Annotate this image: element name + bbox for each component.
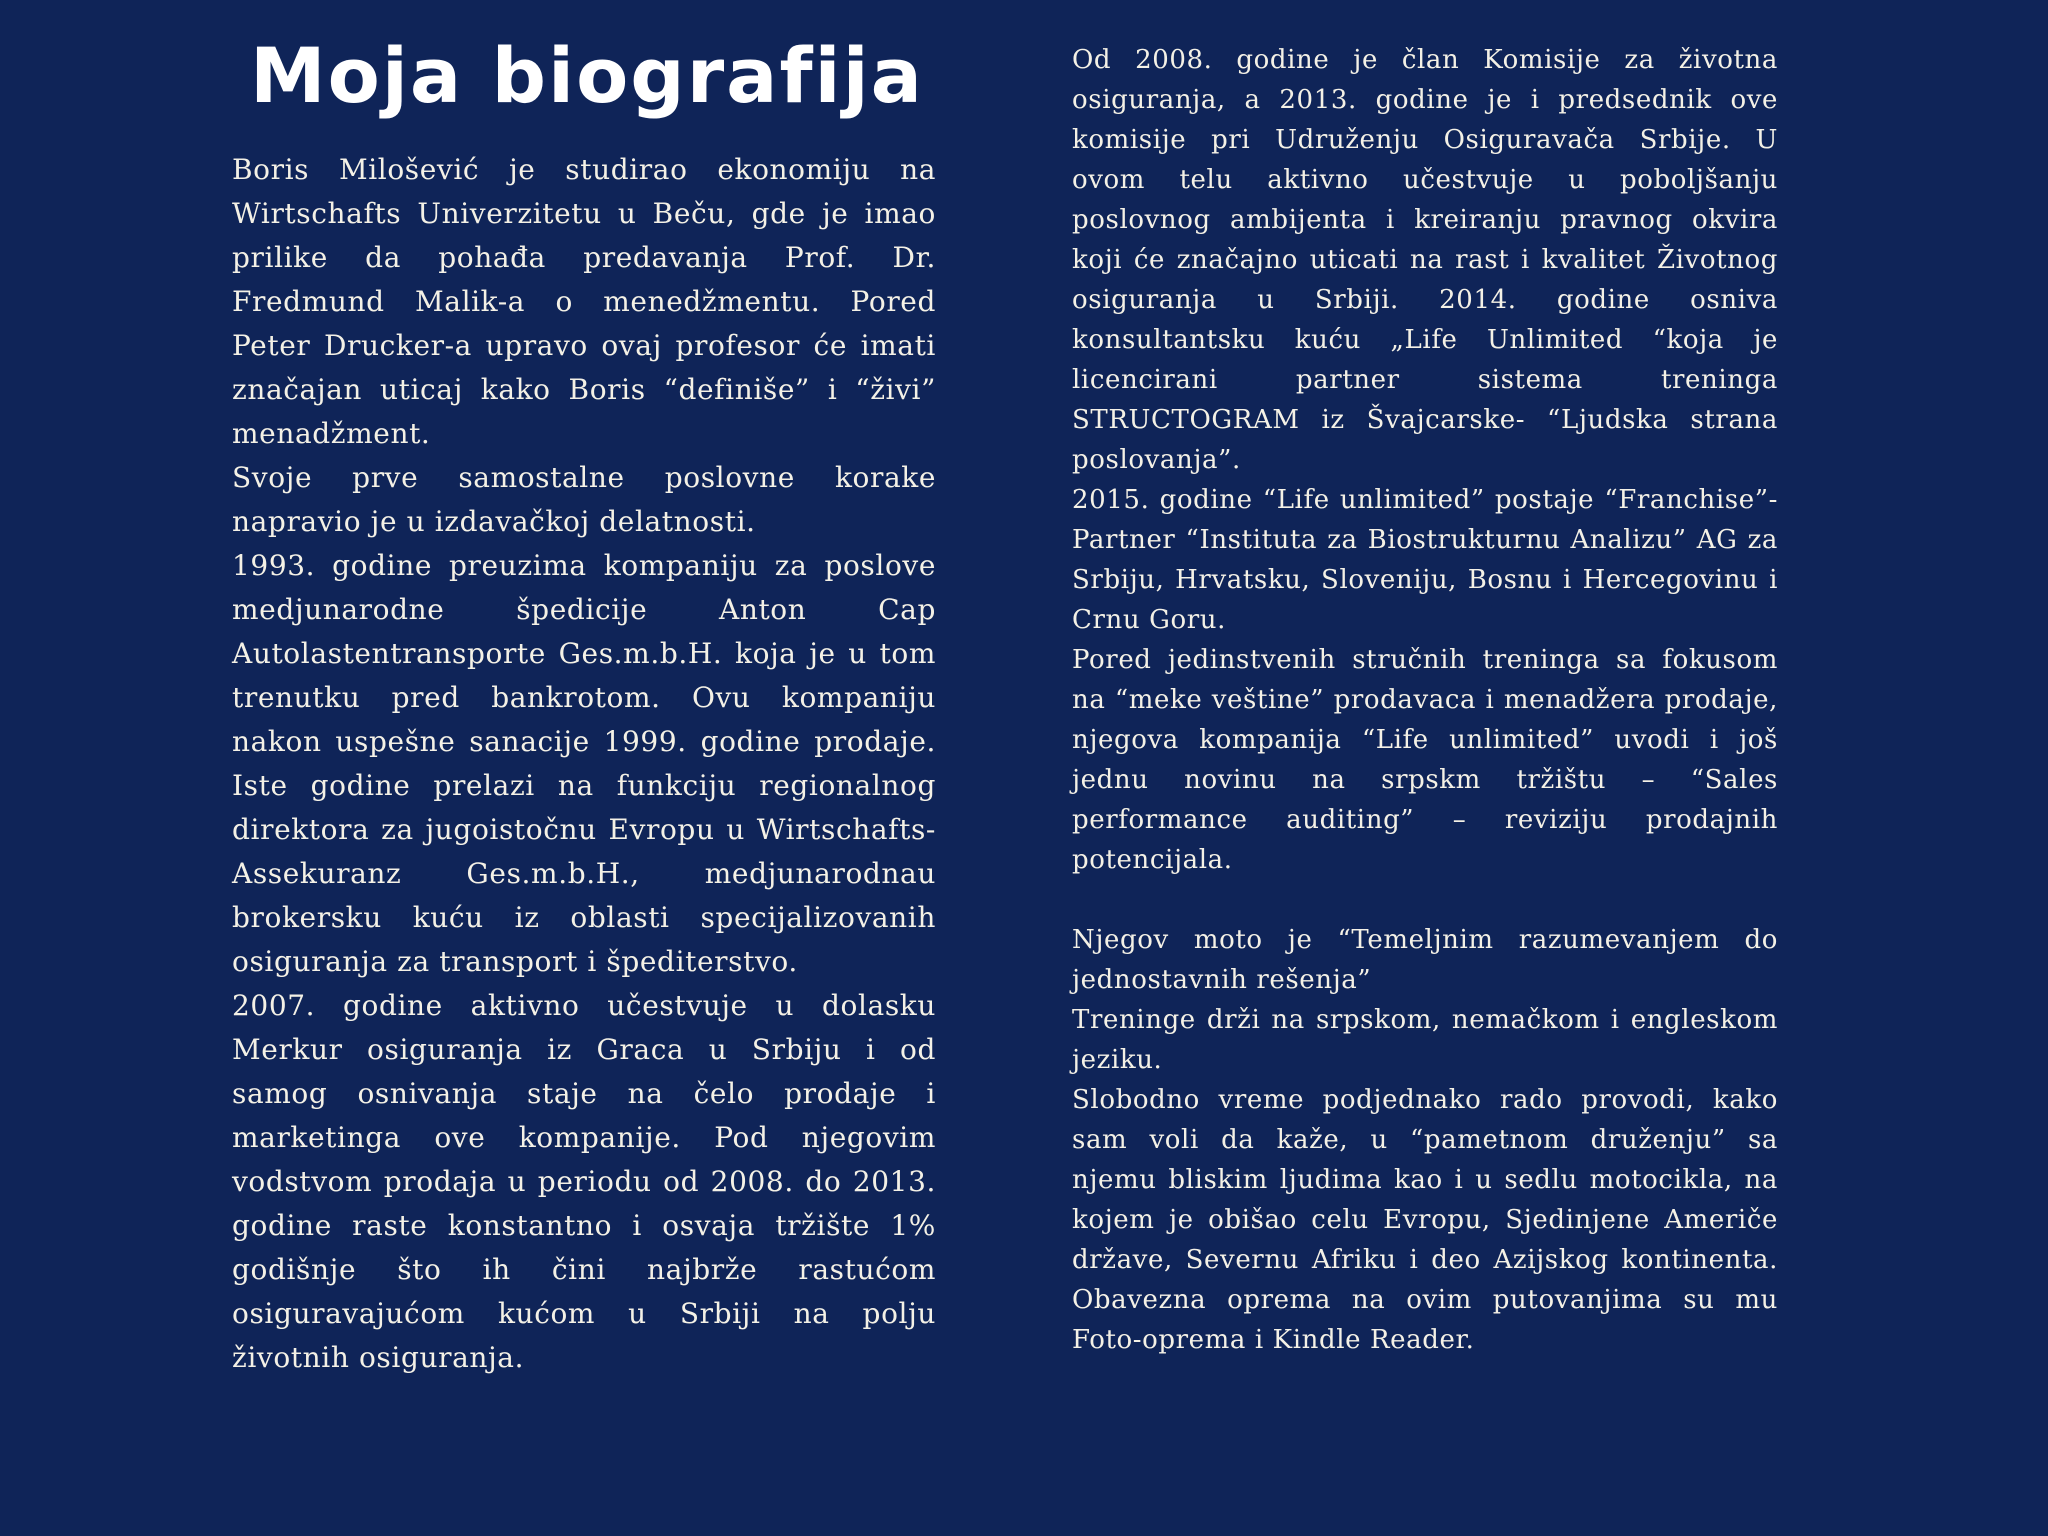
bio-paragraph-2007: 2007. godine aktivno učestvuje u dolasku Merkur osiguranja iz Graca u Srbiju i od samog osnivanja staje na čelo prodaje i marketinga ove kompanije. Pod njegovim vodstvom prodaja u periodu od 2008. do 2013. godine raste konstantno i osvaja tržište 1% godišnje što ih čini najbrže rastućom osiguravajućom kućom u Srbiji na polju životnih osiguranja. <box>232 989 936 1374</box>
bio-paragraph-1993: 1993. godine preuzima kompaniju za poslove medjunarodne špedicije Anton Cap Autolastentransporte Ges.m.b.H. koja je u tom trenutku pred bankrotom. Ovu kompaniju nakon uspešne sanacije 1999. godine prodaje. Iste godine prelazi na funkciju regionalnog direktora za jugoistočnu Evropu u Wirtschafts-Assekuranz Ges.m.b.H., medjunarodnau brokersku kuću iz oblasti specijalizovanih osiguranja za transport i špediterstvo. <box>232 549 936 978</box>
bio-paragraph-education: Boris Milošević je studirao ekonomiju na Wirtschafts Univerzitetu u Beču, gde je imao prilike da pohađa predavanja Prof. Dr. Fredmund Malik-a o menedžmentu. Pored Peter Drucker-a upravo ovaj profesor će imati značajan uticaj kako Boris “definiše” i “živi” menadžment. <box>232 153 936 450</box>
bio-paragraph-2008: Od 2008. godine je član Komisije za životna osiguranja, a 2013. godine je i predsednik ove komisije pri Udruženju Osiguravača Srbije. U ovom telu aktivno učestvuje u poboljšanju poslovnog ambijenta i kreiranju pravnog okvira koji će značajno uticati na rast i kvalitet Životnog osiguranja u Srbiji. 2014. godine osniva konsultantsku kuću „Life Unlimited “koja je licencirani partner sistema treninga STRUCTOGRAM iz Švajcarske- “Ljudska strana poslovanja”. <box>1072 45 1778 475</box>
bio-paragraph-2015: 2015. godine “Life unlimited” postaje “Franchise”-Partner “Instituta za Biostrukturnu Analizu” AG za Srbiju, Hrvatsku, Sloveniju, Bosnu i Hercegovinu i Crnu Goru. <box>1072 485 1778 635</box>
right-column <box>1072 40 1778 1360</box>
bio-paragraph-first-steps: Svoje prve samostalne poslovne korake napravio je u izdavačkoj delatnosti. <box>232 461 936 538</box>
left-column <box>232 148 936 1380</box>
bio-paragraph-free-time: Slobodno vreme podjednako rado provodi, kako sam voli da kaže, u “pametnom druženju” sa njemu bliskim ljudima kao i u sedlu motocikla, na kojem je obišao celu Evropu, Sjedinjene Američe države, Severnu Afriku i deo Azijskog kontinenta. Obavezna oprema na ovim putovanjima su mu Foto-oprema i Kindle Reader. <box>1072 1085 1778 1355</box>
page-title: Moja biografija <box>250 31 924 120</box>
bio-paragraph-languages: Treninge drži na srpskom, nemačkom i engleskom jeziku. <box>1072 1005 1778 1075</box>
bio-paragraph-trainings: Pored jedinstvenih stručnih treninga sa fokusom na “meke veštine” prodavaca i menadžera prodaje, njegova kompanija “Life unlimited” uvodi i još jednu novinu na srpskm tržištu – “Sales performance auditing” – reviziju prodajnih potencijala. <box>1072 645 1778 875</box>
bio-paragraph-motto: Njegov moto je “Temeljnim razumevanjem do jednostavnih rešenja” <box>1072 925 1778 995</box>
paragraph-spacer <box>1072 880 1778 920</box>
